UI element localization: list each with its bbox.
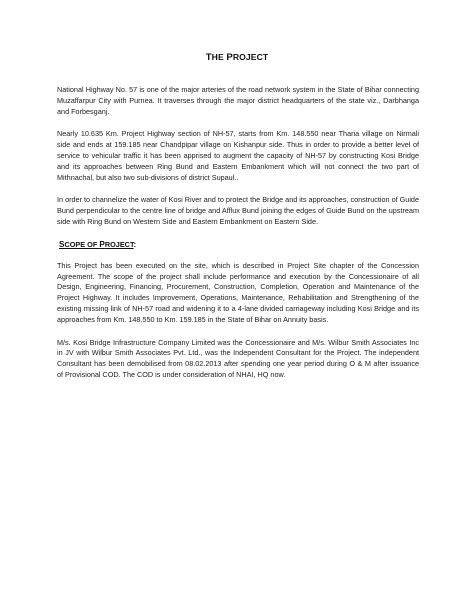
title-part-roject: ROJECT — [232, 52, 269, 62]
scope-heading — [59, 240, 419, 249]
consultant-paragraph: M/s. Kosi Bridge Infrastructure Company Limited was the Concessionaire and M/s. Wilbur Smith Associates Inc in JV with Wilbur Smith Associates Pvt. Ltd., was the Independent Consultant for the Project. The independent Consultant has been demobilised from 08.02.2013 after spending one year period during O & M after issuance of Provisional COD. The COD is under consideration of NHAI, HQ now. — [57, 337, 419, 379]
intro-paragraph: National Highway No. 57 is one of the major arteries of the road network system in the State of Bihar connecting Muzaffarpur City with Purnea. It traverses through the major district headquarters of the state viz., Darbhanga and Forbesganj. — [57, 85, 419, 116]
scope-paragraph: This Project has been executed on the site, which is described in Project Site chapter of the Concession Agreement. The scope of the project shall include performance and execution by the Concessionaire of all Design, Engineering, Financing, Procurement, Construction, Completion, Operation and Maintenance of the Project Highway. It includes Improvement, Operations, Maintenance, Rehabilitation and Strengthening of the existing missing link of NH-57 road and widening it to a 4-lane divided carriageway including Kosi Bridge and its approaches from Km. 148.550 to Km. 159.185 in the State of Bihar on Annuity basis. — [57, 260, 419, 324]
channelize-paragraph: In order to channelize the water of Kosi River and to protect the Bridge and its approaches, construction of Guide Bund perpendicular to the centre line of bridge and Afflux Bund joining the edges of Guide Bund on the upstream side with Ring Bund on Western Side and Eastern Embankment on Eastern Side. — [57, 195, 419, 226]
section-paragraph: Nearly 10.635 Km. Project Highway section of NH-57, starts from Km. 148.550 near Tharia village on Nirmali side and ends at 159.185 near Chandpipar village on Kishanpur side. Thus in order to provide a better level of service to vehicular traffic it has been apprised to augment the capacity of NH-57 by constructing Kosi Bridge and its approaches between Ring Bund and Eastern Embankment which will not connect the two part of Mithnachal, but also two sub-divisions of district Supaul.. — [57, 129, 419, 182]
document-body — [57, 85, 419, 393]
scope-initial-s: S — [59, 239, 65, 249]
title-part-he: HE — [211, 52, 227, 62]
scope-heading-underlined — [59, 239, 137, 249]
title-initial-p: P — [226, 52, 233, 63]
scope-heading-colon: : — [133, 239, 137, 249]
scope-initial-p: P — [99, 239, 105, 249]
page-title — [0, 52, 474, 63]
title-initial-t: T — [205, 52, 212, 63]
scope-part-roject: ROJECT — [104, 239, 134, 249]
scope-part-cope-of: COPE OF — [64, 239, 100, 249]
